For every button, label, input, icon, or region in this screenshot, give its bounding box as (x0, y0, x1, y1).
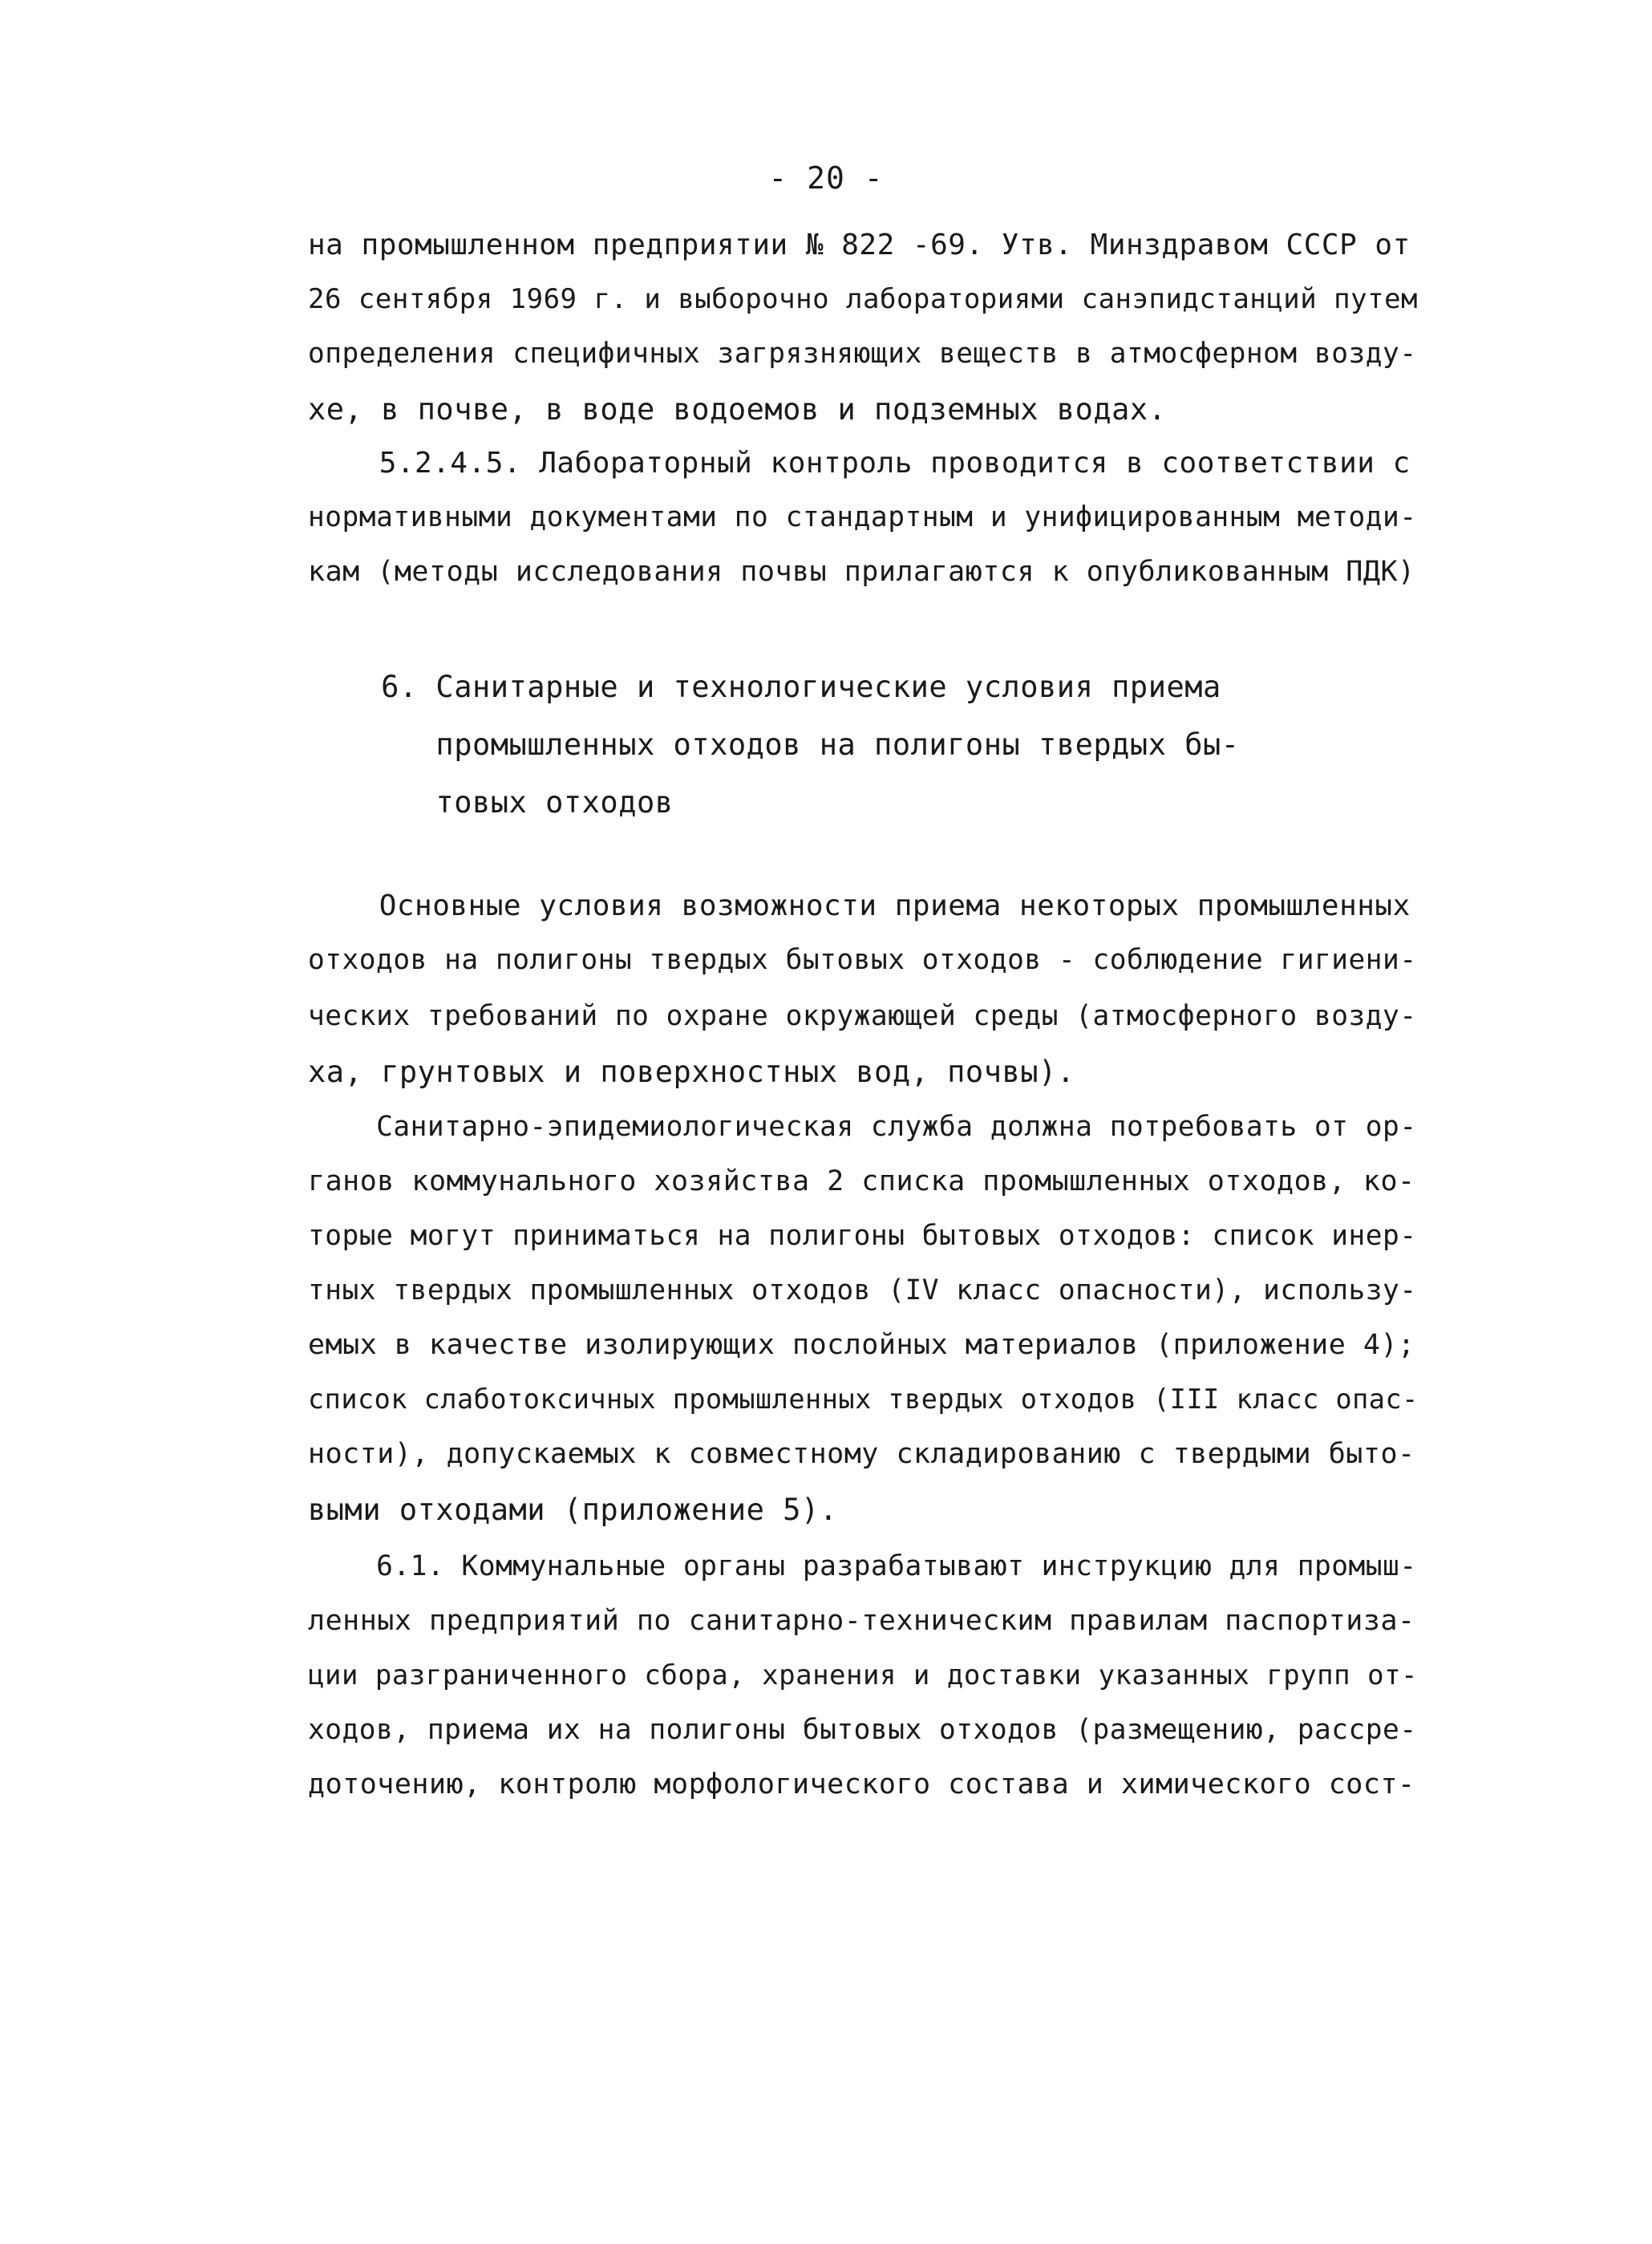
text-line: ности), допускаемых к совместному складированию с твердыми быто- (308, 1438, 1415, 1470)
text-line: нормативными документами по стандартным и унифицированным методи- (308, 501, 1417, 533)
text-line: выми отходами (приложение 5). (308, 1493, 838, 1527)
text-line: Санитарно-эпидемиологическая служба должна потребовать от ор- (308, 1111, 1417, 1143)
text-line: Основные условия возможности приема некоторых промышленных (308, 889, 1411, 922)
text-line: определения специфичных загрязняющих веществ в атмосферном возду- (308, 338, 1417, 370)
text-line: ции разграниченного сбора, хранения и доставки указанных групп от- (308, 1659, 1419, 1691)
section-heading-line: 6. Санитарные и технологические условия приема (308, 670, 1221, 704)
text-line: 6.1. Коммунальные органы разрабатывают инструкцию для промыш- (308, 1550, 1417, 1582)
text-line: ха, грунтовых и поверхностных вод, почвы). (308, 1055, 1075, 1089)
text-line: доточению, контролю морфологического состава и химического сост- (308, 1768, 1415, 1800)
text-line: список слаботоксичных промышленных твердых отходов (III класс опас- (308, 1383, 1419, 1415)
text-line: ленных предприятий по санитарно-техническим правилам паспортиза- (308, 1605, 1415, 1637)
text-line: емых в качестве изолирующих послойных материалов (приложение 4); (308, 1329, 1415, 1361)
text-line: ческих требований по охране окружающей среды (атмосферного возду- (308, 1000, 1417, 1032)
text-line: ганов коммунального хозяйства 2 списка промышленных отходов, ко- (308, 1165, 1415, 1197)
text-line: на промышленном предприятии № 822 -69. Утв. Минздравом СССР от (308, 229, 1411, 261)
section-heading-line: промышленных отходов на полигоны твердых бы- (308, 727, 1240, 762)
text-line: кам (методы исследования почвы прилагаются к опубликованным ПДК) (308, 556, 1415, 588)
text-line: тных твердых промышленных отходов (IV класс опасности), использу- (308, 1274, 1417, 1306)
text-line: 5.2.4.5. Лабораторный контроль проводится в соответствии с (308, 447, 1411, 480)
text-line: ходов, приема их на полигоны бытовых отходов (размещению, рассре- (308, 1714, 1417, 1746)
text-line: торые могут приниматься на полигоны бытовых отходов: список инер- (308, 1220, 1417, 1252)
text-line: отходов на полигоны твердых бытовых отходов - соблюдение гигиени- (308, 944, 1417, 976)
text-line: хе, в почве, в воде водоемов и подземных водах. (308, 392, 1167, 427)
section-heading-line: товых отходов (308, 785, 674, 820)
text-line: 26 сентября 1969 г. и выборочно лабораториями санэпидстанций путем (308, 283, 1419, 315)
page-number: - 20 - (768, 160, 884, 196)
